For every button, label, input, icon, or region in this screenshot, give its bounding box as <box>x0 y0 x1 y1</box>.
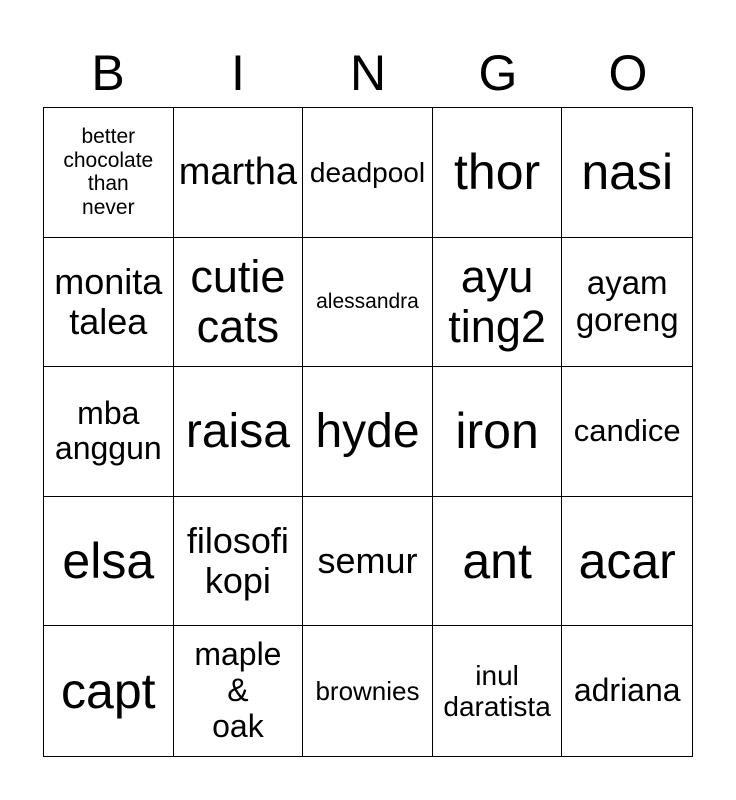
bingo-cell-r1-c3[interactable] <box>303 108 433 238</box>
cell-text-line: semur <box>317 539 418 581</box>
cell-text-line: cutie <box>190 250 286 302</box>
bingo-cell-r2-c4[interactable] <box>433 238 563 368</box>
bingo-cell-r5-c4[interactable] <box>433 626 563 756</box>
cell-text-line: ant <box>462 533 532 590</box>
bingo-cell-r3-c4[interactable] <box>433 367 563 497</box>
cell-text-line: thor <box>454 144 541 201</box>
bingo-board <box>43 107 693 757</box>
bingo-cell-r1-c5[interactable] <box>562 108 692 238</box>
header-letter-g: G <box>478 45 518 101</box>
cell-text-line: deadpool <box>309 156 426 188</box>
cell-text-line: hyde <box>315 404 420 458</box>
header-letter-i: I <box>231 45 245 101</box>
cell-text-line: daratista <box>443 691 551 723</box>
cell-text-line: never <box>82 195 135 219</box>
cell-text-line: monita <box>54 260 163 302</box>
cell-text-line: nasi <box>581 144 674 201</box>
cell-text-line: ayam <box>586 263 668 301</box>
cell-text-line: martha <box>178 151 298 194</box>
bingo-cell-r4-c2[interactable] <box>174 497 304 627</box>
cell-text-line: capt <box>61 663 156 720</box>
cell-text-line: maple <box>194 636 282 673</box>
bingo-cell-r2-c1[interactable] <box>44 238 174 368</box>
bingo-cell-r5-c2[interactable] <box>174 626 304 756</box>
cell-text-line: than <box>87 172 129 196</box>
cell-text-line: alessandra <box>316 290 419 314</box>
bingo-cell-r2-c5[interactable] <box>562 238 692 368</box>
bingo-cell-r4-c5[interactable] <box>562 497 692 627</box>
bingo-cell-r4-c4[interactable] <box>433 497 563 627</box>
cell-text-line: chocolate <box>63 148 154 172</box>
cell-text-line: raisa <box>185 404 290 458</box>
cell-text-line: iron <box>455 403 539 460</box>
cell-text-line: brownies <box>315 675 420 706</box>
cell-text-line: mba <box>77 394 140 431</box>
header-letter-n: N <box>349 45 387 101</box>
cell-text-line: better <box>81 125 136 149</box>
bingo-cell-r4-c1[interactable] <box>44 497 174 627</box>
bingo-cell-r2-c2[interactable] <box>174 238 304 368</box>
bingo-cell-r5-c3[interactable] <box>303 626 433 756</box>
bingo-cell-r1-c4[interactable] <box>433 108 563 238</box>
cell-text-line: kopi <box>204 560 271 602</box>
bingo-cell-r3-c2[interactable] <box>174 367 304 497</box>
bingo-header <box>43 40 693 106</box>
bingo-cell-r3-c1[interactable] <box>44 367 174 497</box>
bingo-cell-r5-c5[interactable] <box>562 626 692 756</box>
bingo-cell-r4-c3[interactable] <box>303 497 433 627</box>
cell-text-line: candice <box>573 413 681 449</box>
cell-text-line: adriana <box>573 672 681 709</box>
cell-text-line: ting2 <box>448 300 546 352</box>
bingo-cell-r2-c3[interactable] <box>303 238 433 368</box>
cell-text-line: acar <box>578 533 676 590</box>
bingo-cell-r5-c1[interactable] <box>44 626 174 756</box>
cell-text-line: talea <box>69 300 148 342</box>
header-letter-b: B <box>91 45 125 101</box>
cell-text-line: goreng <box>575 300 679 338</box>
cell-text-line: anggun <box>54 430 162 467</box>
header-letter-o: O <box>608 45 648 101</box>
cell-text-line: filosofi <box>186 519 289 561</box>
bingo-cell-r1-c2[interactable] <box>174 108 304 238</box>
bingo-cell-r3-c5[interactable] <box>562 367 692 497</box>
bingo-cell-r1-c1[interactable] <box>44 108 174 238</box>
cell-text-line: ayu <box>460 250 534 302</box>
cell-text-line: elsa <box>62 533 155 590</box>
cell-text-line: oak <box>212 708 264 745</box>
cell-text-line: inul <box>475 659 519 691</box>
bingo-cell-r3-c3[interactable] <box>303 367 433 497</box>
cell-text-line: & <box>227 672 249 709</box>
cell-text-line: cats <box>196 300 280 352</box>
